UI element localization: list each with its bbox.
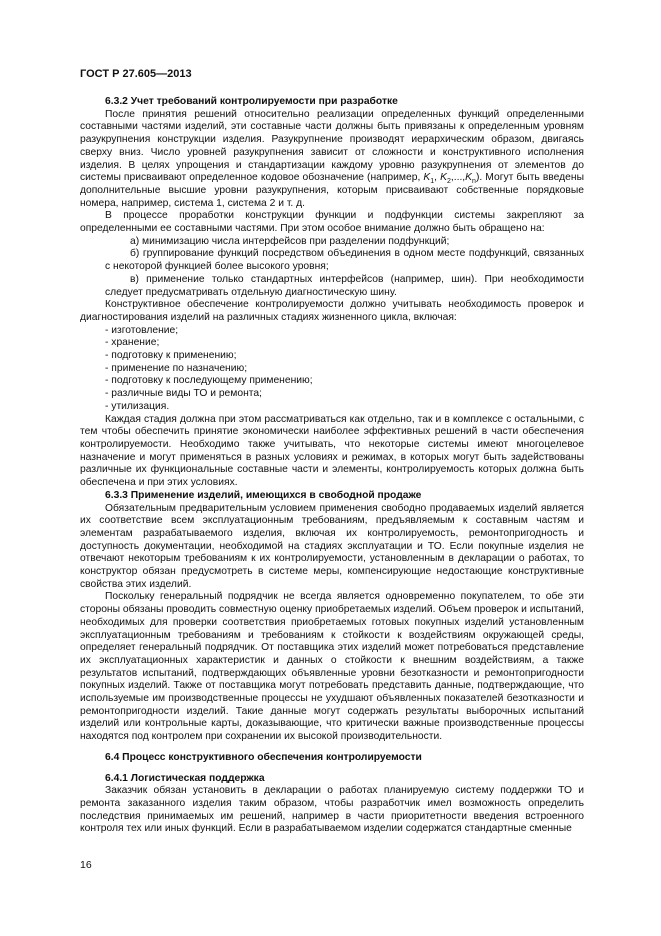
section-6-4-1-heading: 6.4.1 Логистическая поддержка xyxy=(105,772,265,784)
document-code: ГОСТ Р 27.605—2013 xyxy=(80,68,192,80)
page-number: 16 xyxy=(80,859,92,871)
paragraph: Конструктивное обеспечение контролируемости должно учитывать необходимость проверок и диагностирования изделий на различных стадиях жизненного цикла, включая: xyxy=(80,299,584,323)
list-item: - подготовку к последующему применению; xyxy=(105,375,313,387)
list-item: - применение по назначению; xyxy=(105,362,248,374)
section-6-4-heading: 6.4 Процесс конструктивного обеспечения контролируемости xyxy=(105,751,422,763)
list-item: - различные виды ТО и ремонта; xyxy=(105,388,262,400)
list-item: - утилизация. xyxy=(105,400,170,412)
list-item: б) группирование функций посредством объединения в одном месте подфункций, связанных с некоторой функцией более высокого уровня; xyxy=(105,248,584,273)
section-6-3-3-heading: 6.3.3 Применение изделий, имеющихся в свободной продаже xyxy=(105,489,422,501)
list-item: а) минимизацию числа интерфейсов при разделении подфункций; xyxy=(130,235,450,247)
list-item: - подготовку к применению; xyxy=(105,350,237,362)
section-6-3-2-heading: 6.3.2 Учет требований контролируемости при разработке xyxy=(105,96,398,107)
paragraph: Заказчик обязан установить в декларации о работах планируемую систему поддержки ТО и ремонта заказанного изделия таким образом, чтобы разработчик имел возможность определить последствия принимаемых им решений, например в части приоритетности введения встроенного контроля тех или иных функций. Если в разрабатываемом изделии содержатся стандартные сменные xyxy=(80,785,584,835)
paragraph: После принятия решений относительно реализации определенных функций определенными составными частями изделий, эти составные части должны быть привязаны к определенным уровням разукрупнения конструкции изделия. Разукрупнение производят иерархическим образом, двигаясь сверху вниз. Число уровней разукрупнения зависит от сложности и конструктивного исполнения изделия. В целях упрощения и стандартизации каждому уровню разукрупнения от элементов до системы присваивают определенное кодовое обозначение (например, $K_1$, $K_2,...,K_n$). Могут быть введены дополнительные высшие уровни разукрупнения, которым присваивают собственные порядковые номера, например, система 1, система 2 и т. д. xyxy=(80,108,584,209)
list-item: в) применение только стандартных интерфейсов (например, шин). При необходимости следует предусматривать отдельную диагностическую шину. xyxy=(105,273,584,298)
paragraph: В процессе проработки конструкции функции и подфункции системы закрепляют за определенными ее составными частями. При этом особое внимание должно быть обращено на: xyxy=(80,210,584,235)
list-item: - хранение; xyxy=(105,337,160,349)
paragraph: Каждая стадия должна при этом рассматриваться как отдельно, так и в комплексе с остальными, с тем чтобы обеспечить принятие экономически наиболее эффективных решений в части обеспечения контролируемости. Необходимо также учитывать, что некоторые системы имеют многоцелевое назначение и могут применяться в разных условиях и режимах, в которых могут быть задействованы различные их функциональные составные части и элементы, контролируемость которых должна быть обеспечена и при этих условиях. xyxy=(80,413,584,489)
paragraph: Поскольку генеральный подрядчик не всегда является одновременно покупателем, то обе эти стороны обязаны проводить совместную оценку приобретаемых изделий. Объем проверок и испытаний, необходимых для проверки соответствия приобретаемых готовых покупных изделий установленным эксплуатационным требованиям и требованиям к стойкости к воздействиям окружающей среды, определяет генеральный подрядчик. От поставщика этих изделий может потребоваться представление их эксплуатационных характеристик и данных о стойкости к внешним воздействиям, а также результатов испытаний, подтверждающих объявленные уровни безотказности и ремонтопригодности покупных изделий. Также от поставщика могут потребовать представить данные, подтверждающие, что используемые им производственные процессы не ухудшают объявленных показателей безотказности и ремонтопригодности изделий. Такие данные могут содержать результаты выборочных испытаний изделий или контрольные карты, доказывающие, что критически важные производственные процессы находятся под контролем при сохранении их высокой производительности. xyxy=(80,591,584,743)
page-body xyxy=(80,96,584,836)
list-item: - изготовление; xyxy=(105,324,179,336)
paragraph: Обязательным предварительным условием применения свободно продаваемых изделий является их соответствие всем эксплуатационным требованиям, предъявляемым к составным частям и элементам разрабатываемого изделия, включая их контролируемость, ремонтопригодность и доступность документации, необходимой на стадиях эксплуатации и ТО. Если покупные изделия не отвечают некоторым требованиям к их контролируемости, установленным в декларации о работах, то конструктор обязан предусмотреть в системе меры, компенсирующие недостающие конструктивные свойства этих изделий. xyxy=(80,502,584,590)
